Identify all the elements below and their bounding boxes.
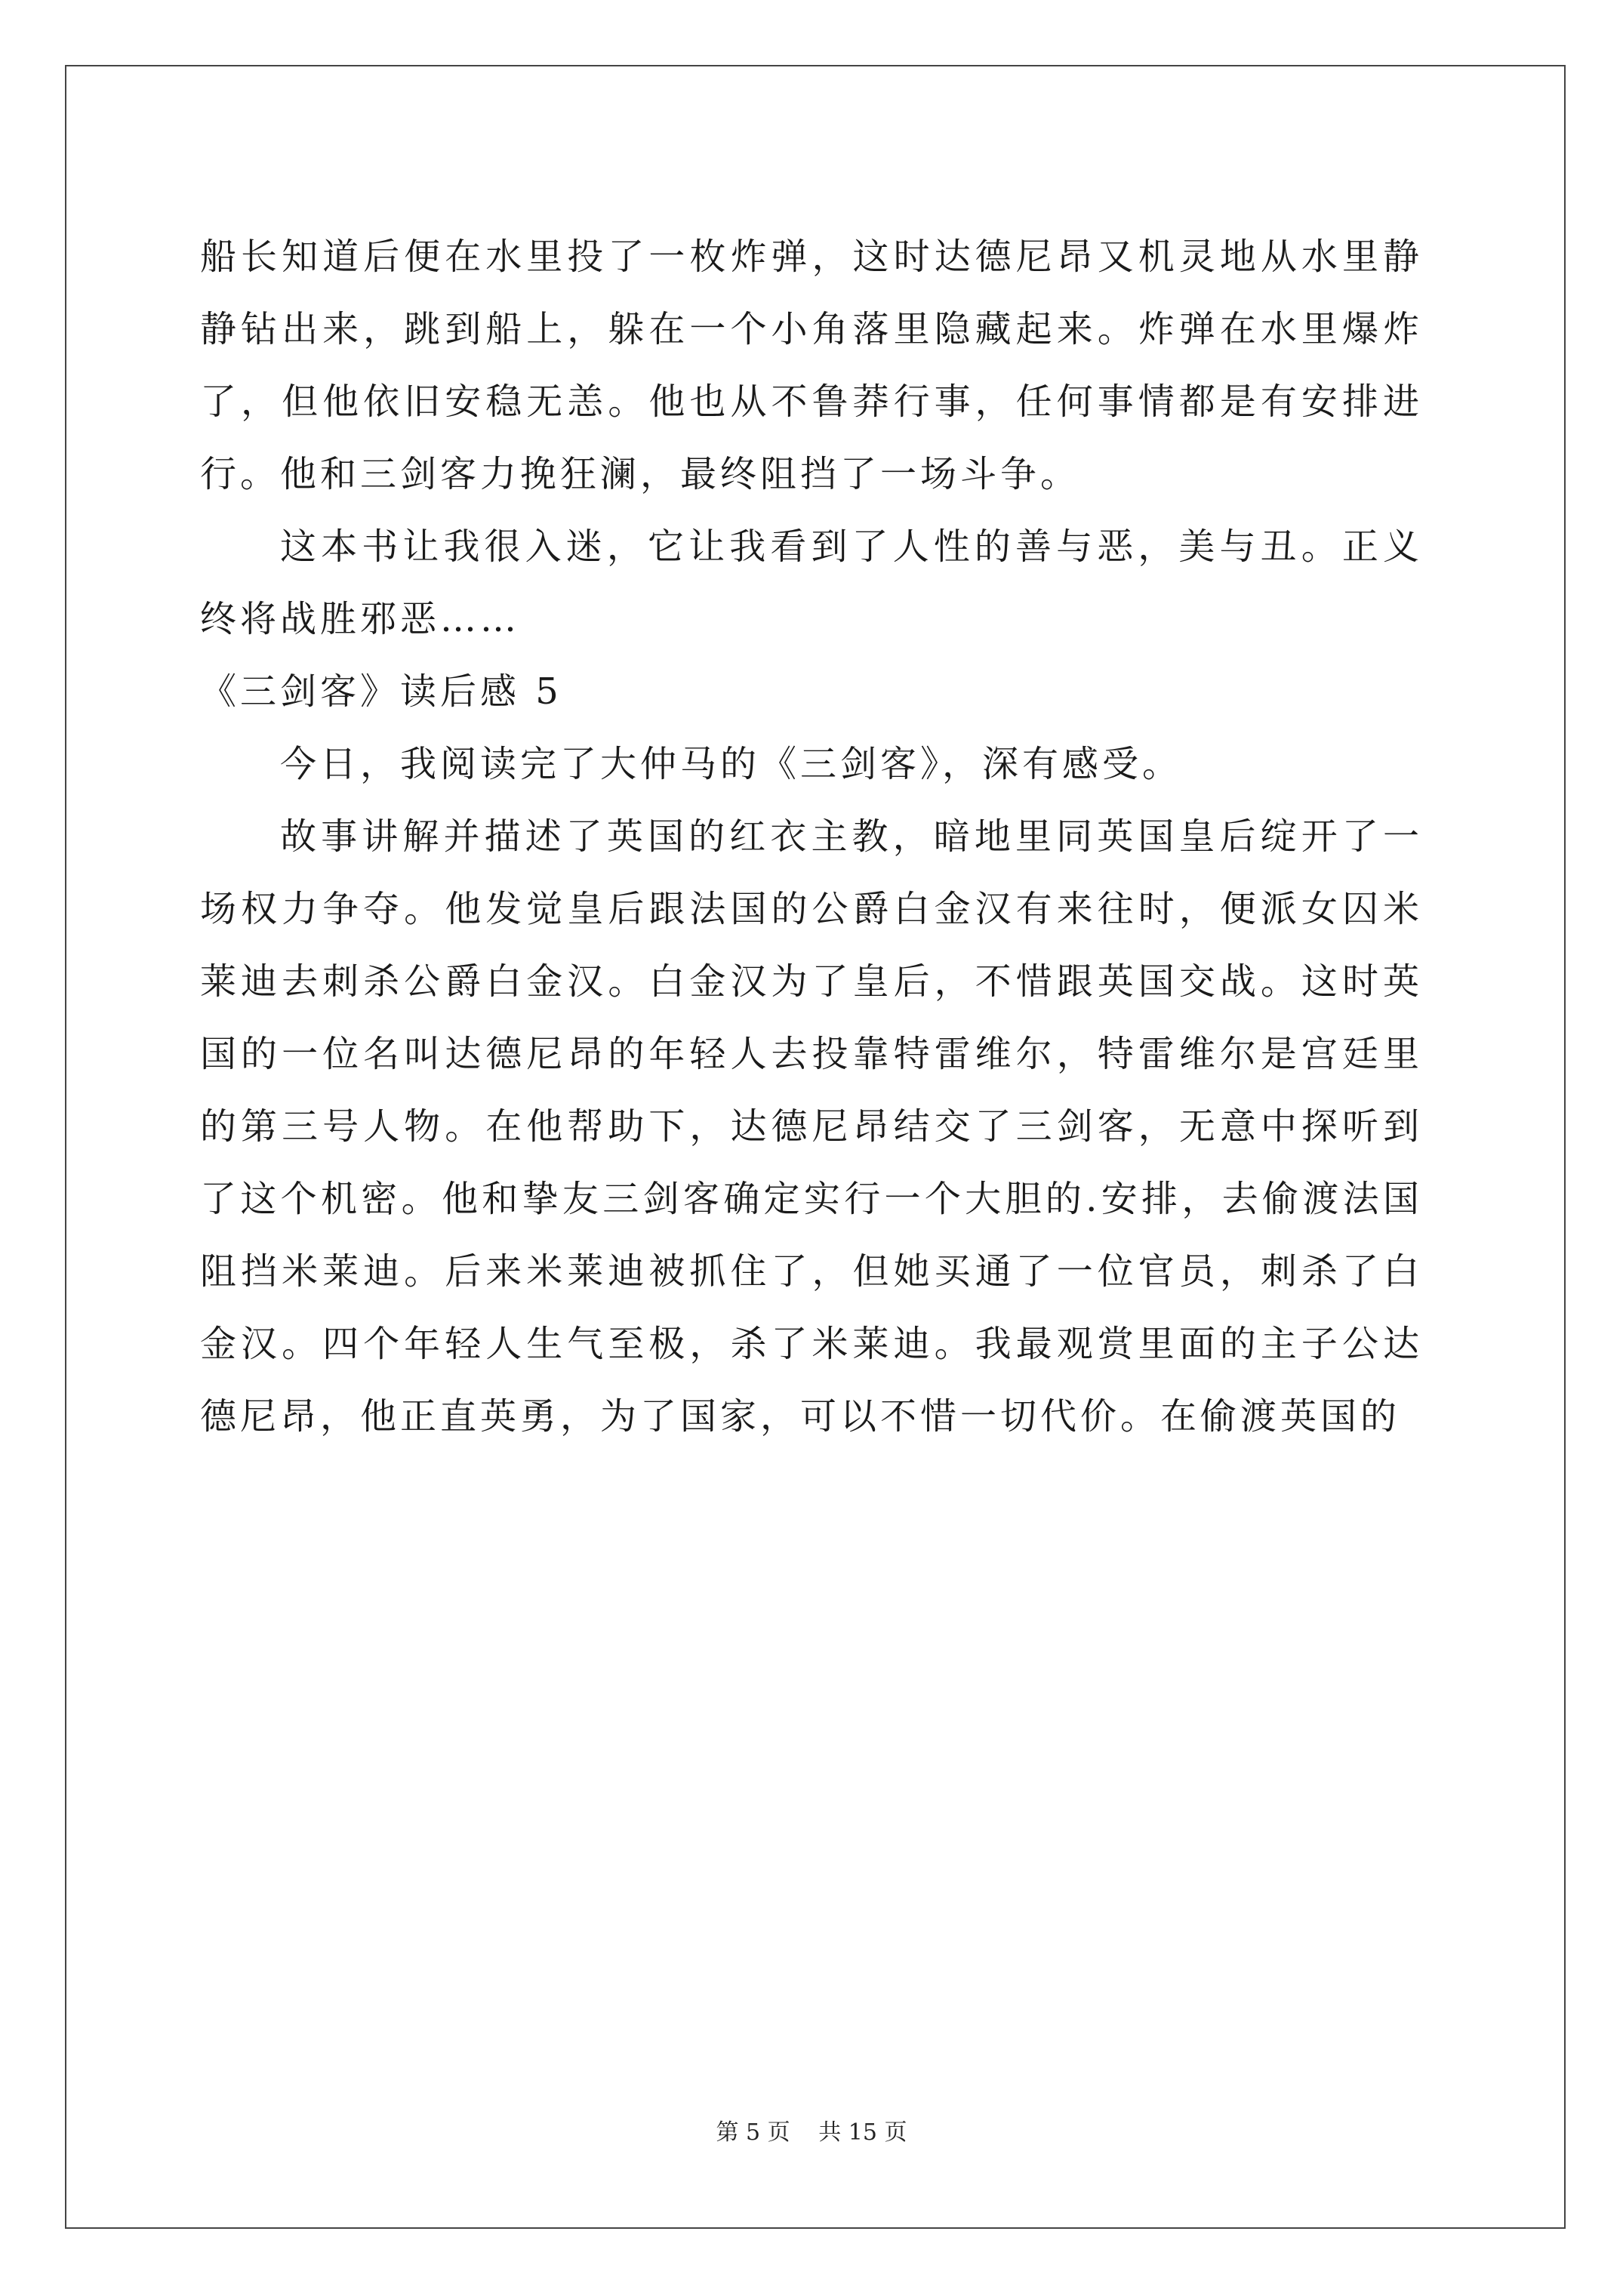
document-body bbox=[200, 220, 1423, 1453]
page-number: 第 5 页 bbox=[716, 2119, 790, 2146]
paragraph-3: 今日，我阅读完了大仲马的《三剑客》，深有感受。 bbox=[280, 743, 1183, 785]
page-footer bbox=[0, 2118, 1623, 2148]
page-total: 共 15 页 bbox=[818, 2119, 907, 2146]
section-heading: 《三剑客》读后感 5 bbox=[200, 670, 562, 713]
paragraph-1: 船长知道后便在水里投了一枚炸弹，这时达德尼昂又机灵地从水里静静钻出来，跳到船上，躲在一个小角落里隐藏起来。炸弹在水里爆炸了，但他依旧安稳无恙。他也从不鲁莽行事，任何事情都是有安排进行。他和三剑客力挽狂澜，最终阻挡了一场斗争。 bbox=[200, 236, 1423, 495]
paragraph-4: 故事讲解并描述了英国的红衣主教，暗地里同英国皇后绽开了一场权力争夺。他发觉皇后跟法国的公爵白金汉有来往时，便派女囚米莱迪去刺杀公爵白金汉。白金汉为了皇后，不惜跟英国交战。这时英国的一位名叫达德尼昂的年轻人去投靠特雷维尔，特雷维尔是宫廷里的第三号人物。在他帮助下，达德尼昂结交了三剑客，无意中探听到了这个机密。他和挚友三剑客确定实行一个大胆的.安排，去偷渡法国阻挡米莱迪。后来米莱迪被抓住了，但她买通了一位官员，刺杀了白金汉。四个年轻人生气至极，杀了米莱迪。我最观赏里面的主子公达德尼昂，他正直英勇，为了国家，可以不惜一切代价。在偷渡英国的 bbox=[200, 815, 1423, 1438]
paragraph-2: 这本书让我很入迷，它让我看到了人性的善与恶，美与丑。正义终将战胜邪恶…… bbox=[200, 525, 1423, 640]
